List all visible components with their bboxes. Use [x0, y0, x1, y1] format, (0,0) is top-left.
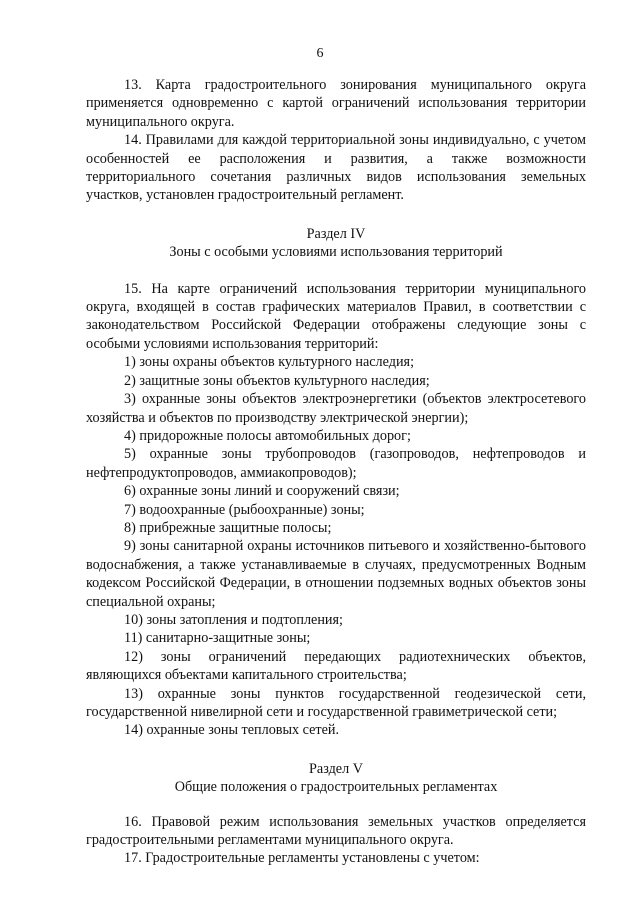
section-4-title: Раздел IV: [306, 225, 366, 242]
list-item: 13) охранные зоны пунктов государственной геодезической сети, государственной нивелирной сети и государственной гравиметрической сети;: [86, 685, 586, 720]
page-number: 6: [316, 46, 324, 61]
list-item: 11) санитарно-защитные зоны;: [124, 630, 311, 647]
section-5-title: Раздел V: [309, 760, 363, 777]
list-item: 1) зоны охраны объектов культурного наследия;: [124, 354, 415, 371]
paragraph-14: 14. Правилами для каждой территориальной зоны индивидуально, с учетом особенностей ее расположения и развития, а также возможности территориального сочетания различных видов использования земельных участков, установлен градостроительный регламент.: [86, 132, 586, 204]
list-item: 10) зоны затопления и подтопления;: [124, 611, 343, 628]
paragraph-16: 16. Правовой режим использования земельных участков определяется градостроительными регламентами муниципального округа.: [86, 813, 586, 849]
zones-list: [86, 353, 586, 740]
list-item: 2) защитные зоны объектов культурного наследия;: [124, 372, 430, 389]
paragraph-15: 15. На карте ограничений использования территории муниципального округа, входящей в состав графических материалов Правил, в соответствии с законодательством Российской Федерации отображены следующие зоны с особыми условиями использования территорий:: [86, 280, 586, 352]
list-item: 9) зоны санитарной охраны источников питьевого и хозяйственно-бытового водоснабжения, а также устанавливаемые в случаях, предусмотренных Водным кодексом Российской Федерации, в отношении подземных водных объектов зоны специальной охраны;: [86, 538, 586, 610]
page-content: [86, 76, 586, 868]
list-item: 7) водоохранные (рыбоохранные) зоны;: [124, 501, 365, 518]
list-item: 5) охранные зоны трубопроводов (газопроводов, нефтепроводов и нефтепродуктопроводов, аммиакопроводов);: [86, 446, 586, 481]
list-item: 14) охранные зоны тепловых сетей.: [124, 722, 340, 739]
list-item: 8) прибрежные защитные полосы;: [124, 519, 332, 536]
section-5-subtitle: Общие положения о градостроительных регламентах: [174, 779, 498, 796]
paragraph-13: 13. Карта градостроительного зонирования муниципального округа применяется одновременно с картой ограничений использования территории муниципального округа.: [86, 77, 586, 130]
list-item: 3) охранные зоны объектов электроэнергетики (объектов электросетевого хозяйства и объектов по производству электрической энергии);: [86, 391, 586, 426]
paragraph-17: 17. Градостроительные регламенты установлены с учетом:: [124, 850, 480, 867]
list-item: 12) зоны ограничений передающих радиотехнических объектов, являющихся объектами капитального строительства;: [86, 648, 586, 684]
list-item: 6) охранные зоны линий и сооружений связи;: [124, 483, 400, 500]
section-4-subtitle: Зоны с особыми условиями использования территорий: [169, 244, 503, 261]
list-item: 4) придорожные полосы автомобильных дорог;: [124, 427, 411, 444]
